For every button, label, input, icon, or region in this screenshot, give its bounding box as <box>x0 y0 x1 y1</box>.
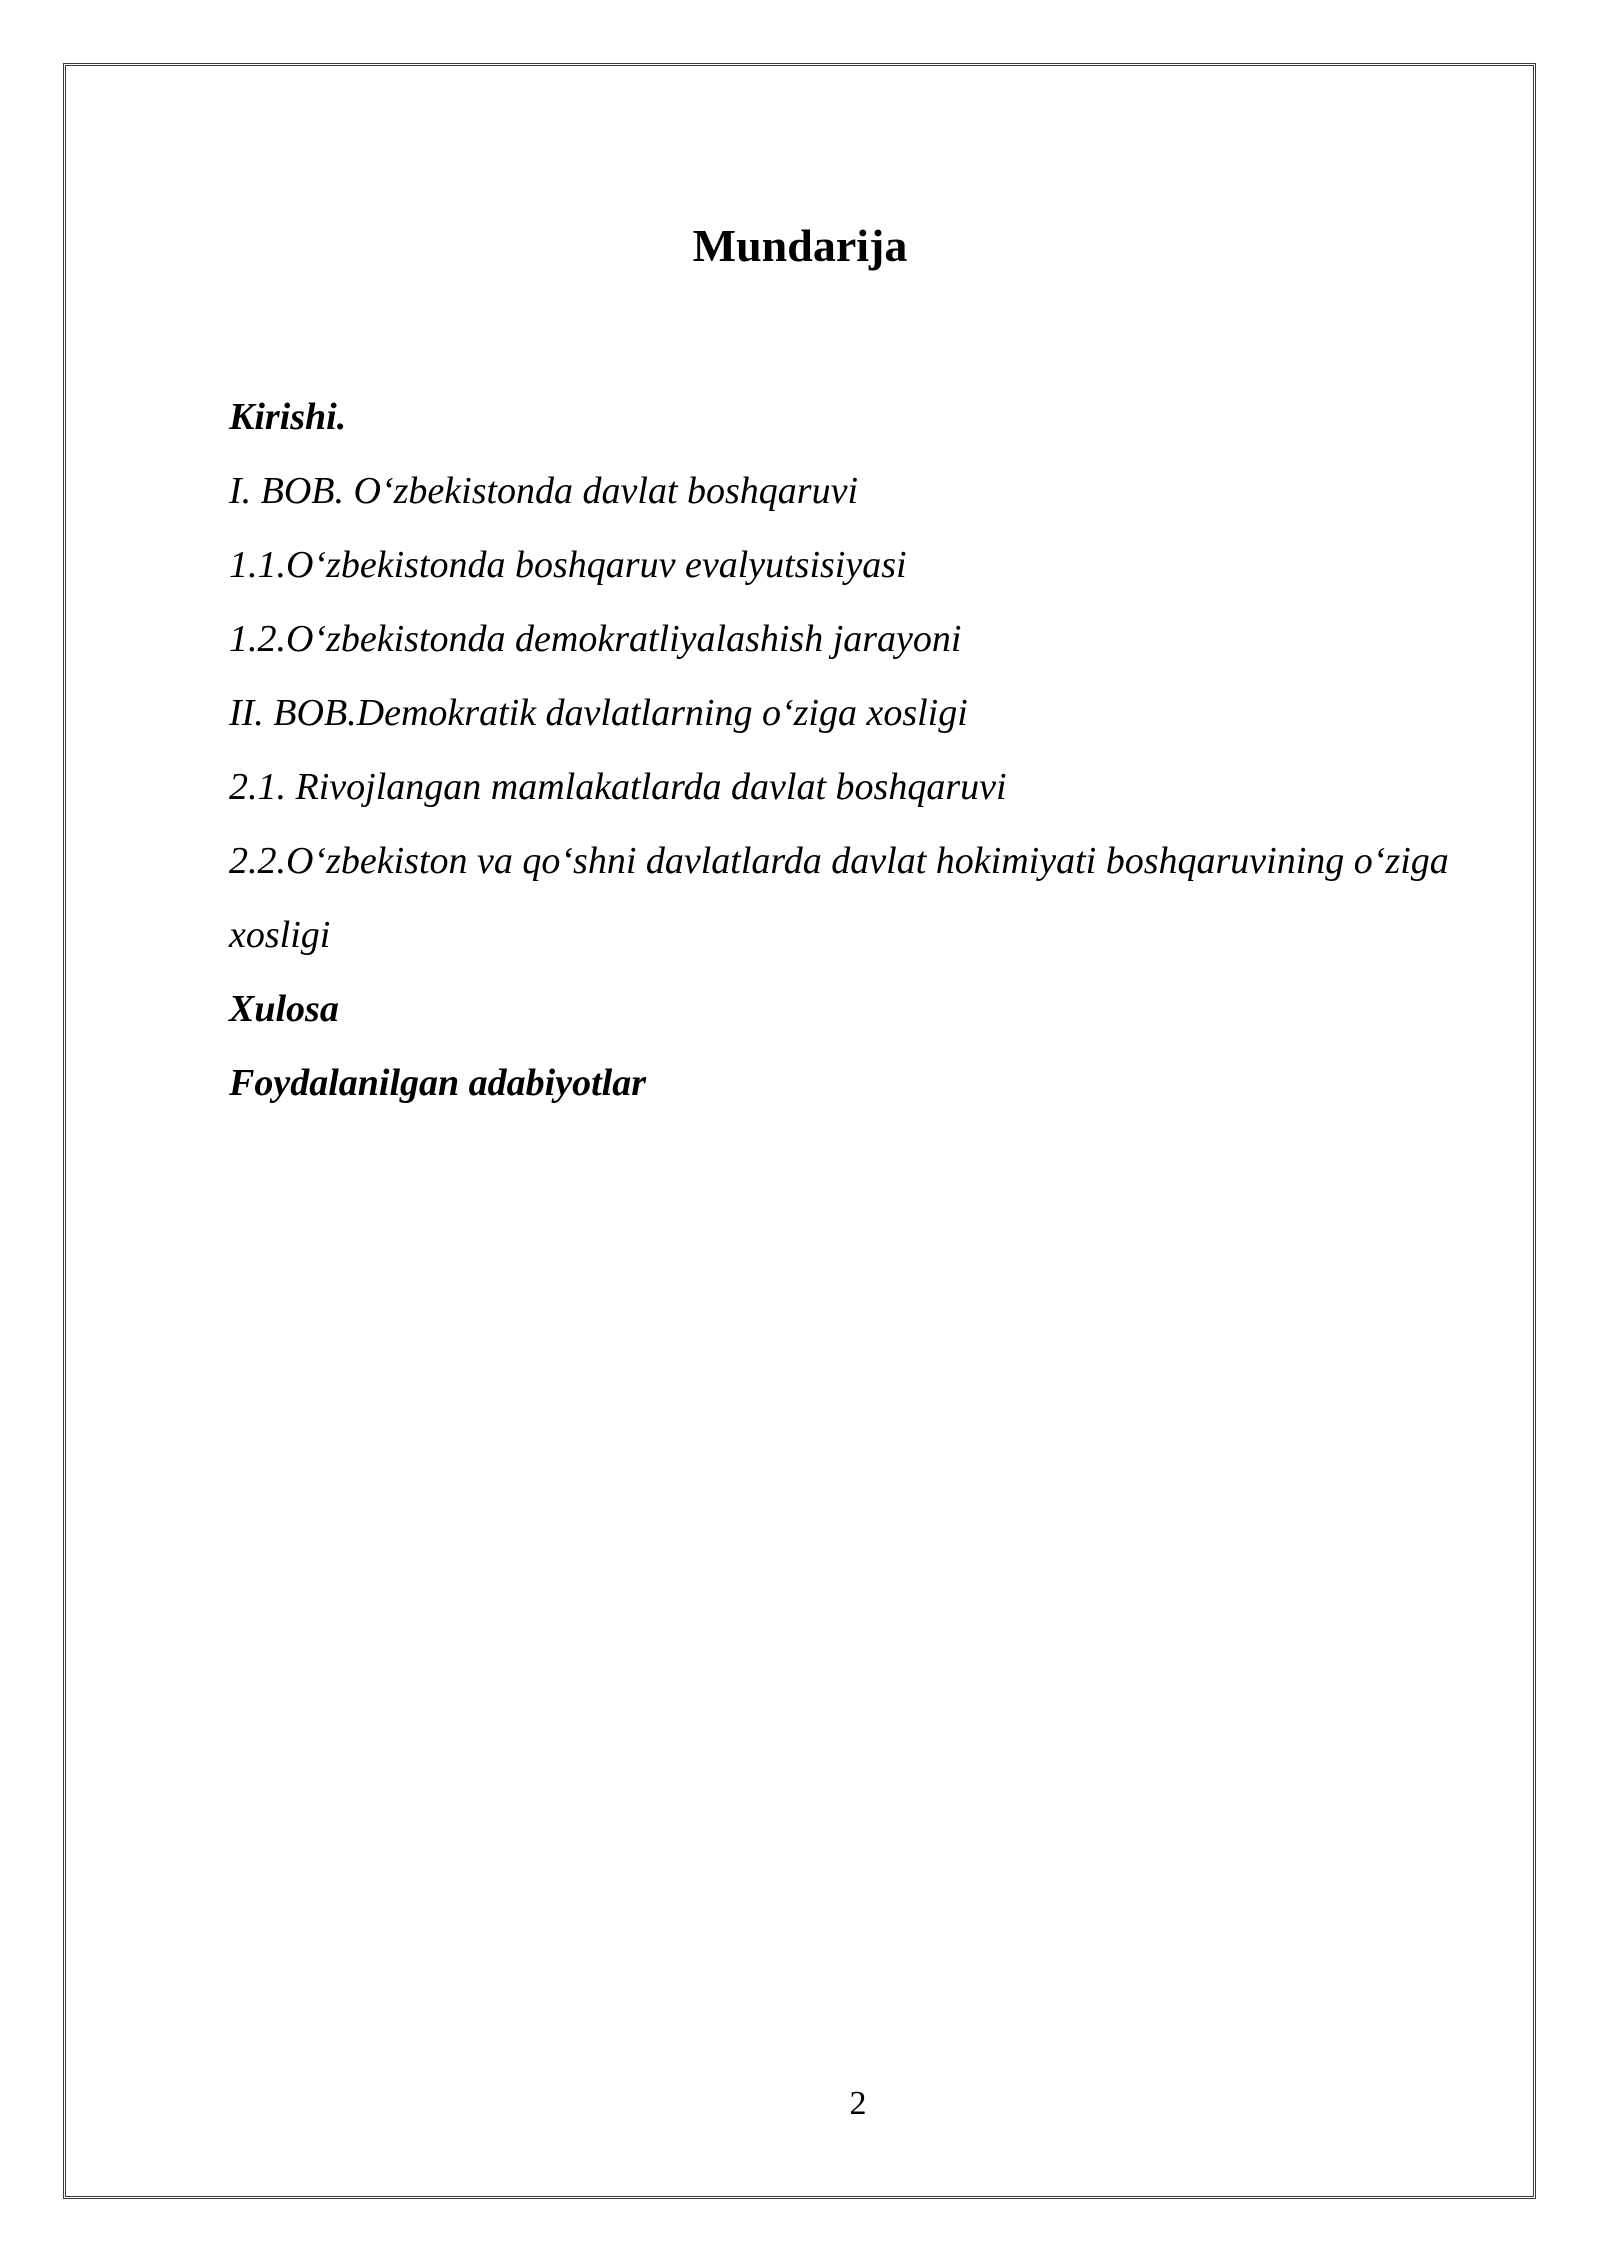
page-number: 2 <box>849 2085 867 2122</box>
toc-item-chapter-1: I. BOB. O‘zbekistonda davlat boshqaruvi <box>229 470 859 512</box>
toc-item-conclusion: Xulosa <box>229 988 339 1030</box>
table-of-contents <box>229 380 1529 1120</box>
toc-item-section-2-2: 2.2.O‘zbekiston va qo‘shni davlatlarda davlat hokimiyati boshqaruvining o‘ziga xosligi <box>229 840 1449 956</box>
toc-item-section-1-1: 1.1.O‘zbekistonda boshqaruv evalyutsisiyasi <box>229 544 907 586</box>
toc-item-references: Foydalanilgan adabiyotlar <box>229 1062 646 1104</box>
toc-item-chapter-2: II. BOB.Demokratik davlatlarning o‘ziga xosligi <box>229 692 968 734</box>
toc-item-section-1-2: 1.2.O‘zbekistonda demokratliyalashish jarayoni <box>229 618 962 660</box>
toc-item-section-2-1: 2.1. Rivojlangan mamlakatlarda davlat boshqaruvi <box>229 766 1007 808</box>
page-title: Mundarija <box>692 220 908 271</box>
toc-item-introduction: Kirishi. <box>229 396 347 438</box>
